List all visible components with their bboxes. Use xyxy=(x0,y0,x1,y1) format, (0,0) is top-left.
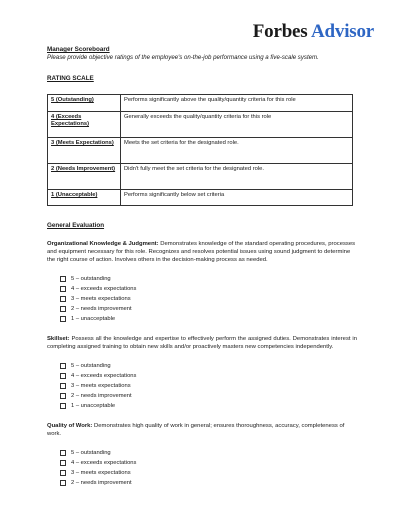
criterion-label: Organizational Knowledge & Judgment: xyxy=(47,241,159,247)
logo-brand: Forbes xyxy=(252,21,308,42)
checkbox[interactable] xyxy=(60,296,66,302)
option-label: 2 – needs improvement xyxy=(71,306,132,312)
option-label: 5 – outstanding xyxy=(71,276,111,282)
rating-scale-table xyxy=(47,94,353,206)
rating-option[interactable] xyxy=(60,468,357,478)
option-label: 3 – meets expectations xyxy=(71,470,131,476)
checkbox[interactable] xyxy=(60,460,66,466)
option-label: 5 – outstanding xyxy=(71,450,111,456)
option-label: 4 – exceeds expectations xyxy=(71,286,137,292)
checkbox[interactable] xyxy=(60,383,66,389)
rating-options xyxy=(60,448,357,488)
option-label: 2 – needs improvement xyxy=(71,480,132,486)
checkbox[interactable] xyxy=(60,393,66,399)
criterion-label: Skillset: xyxy=(47,336,70,342)
checkbox[interactable] xyxy=(60,403,66,409)
rating-option[interactable] xyxy=(60,448,357,458)
option-label: 3 – meets expectations xyxy=(71,296,131,302)
rating-option[interactable] xyxy=(60,381,357,391)
general-evaluation-title: General Evaluation xyxy=(47,222,105,229)
rating-level: 5 (Outstanding) xyxy=(48,95,121,112)
rating-row-3 xyxy=(48,138,353,164)
criterion-text: Demonstrates high quality of work in general; ensures thoroughness, accuracy, completeness of work. xyxy=(47,423,345,437)
rating-description: Performs significantly above the quality/quantity criteria for this role xyxy=(121,95,353,112)
criterion-label: Quality of Work: xyxy=(47,423,93,429)
checkbox[interactable] xyxy=(60,316,66,322)
rating-level: 1 (Unacceptable) xyxy=(48,190,121,206)
criterion-text: Possess all the knowledge and expertise to effectively perform the assigned duties. Demonstrates interest in completing assigned training to obtain new skills and/or proactively masters new competencies independently. xyxy=(47,336,357,350)
rating-option[interactable] xyxy=(60,391,357,401)
rating-level: 3 (Meets Expectations) xyxy=(48,138,121,164)
option-label: 2 – needs improvement xyxy=(71,393,132,399)
rating-options xyxy=(60,361,357,411)
rating-option[interactable] xyxy=(60,371,357,381)
rating-options xyxy=(60,274,357,324)
document-intro: Please provide objective ratings of the employee's on-the-job performance using a five-scale system. xyxy=(47,54,319,61)
rating-option[interactable] xyxy=(60,284,357,294)
rating-row-4 xyxy=(48,112,353,138)
rating-option[interactable] xyxy=(60,478,357,488)
document-title: Manager Scoreboard xyxy=(47,46,110,53)
checkbox[interactable] xyxy=(60,470,66,476)
rating-scale-title: RATING SCALE xyxy=(47,75,94,82)
option-label: 1 – unacceptable xyxy=(71,403,116,409)
criterion-text: Demonstrates knowledge of the standard operating procedures, processes and equipment necessary for this role. Recognizes and resolves potential issues using sound judgment to determine the right course of action. Involves others in the decision-making process as needed. xyxy=(47,241,356,263)
criterion-organizational-knowledge xyxy=(47,240,357,324)
rating-option[interactable] xyxy=(60,304,357,314)
option-label: 5 – outstanding xyxy=(71,363,111,369)
rating-option[interactable] xyxy=(60,401,357,411)
checkbox[interactable] xyxy=(60,373,66,379)
rating-option[interactable] xyxy=(60,361,357,371)
rating-row-5 xyxy=(48,95,353,112)
rating-description: Generally exceeds the quality/quantity criteria for this role xyxy=(121,112,353,138)
checkbox[interactable] xyxy=(60,286,66,292)
checkbox[interactable] xyxy=(60,363,66,369)
criterion-quality-of-work xyxy=(47,422,357,488)
rating-option[interactable] xyxy=(60,314,357,324)
rating-option[interactable] xyxy=(60,294,357,304)
rating-row-1 xyxy=(48,190,353,206)
rating-option[interactable] xyxy=(60,274,357,284)
document-content xyxy=(47,46,357,488)
checkbox[interactable] xyxy=(60,480,66,486)
checkbox[interactable] xyxy=(60,306,66,312)
rating-description: Didn't fully meet the set criteria for the designated role. xyxy=(121,164,353,190)
rating-level: 4 (Exceeds Expectations) xyxy=(48,112,121,138)
logo-advisor: Advisor xyxy=(311,21,374,42)
criterion-description xyxy=(47,335,357,351)
rating-description: Meets the set criteria for the designated role. xyxy=(121,138,353,164)
checkbox[interactable] xyxy=(60,276,66,282)
criterion-skillset xyxy=(47,335,357,411)
rating-row-2 xyxy=(48,164,353,190)
option-label: 4 – exceeds expectations xyxy=(71,373,137,379)
checkbox[interactable] xyxy=(60,450,66,456)
criterion-description xyxy=(47,422,357,438)
rating-option[interactable] xyxy=(60,458,357,468)
rating-level: 2 (Needs Improvement) xyxy=(48,164,121,190)
option-label: 1 – unacceptable xyxy=(71,316,116,322)
option-label: 4 – exceeds expectations xyxy=(71,460,137,466)
rating-description: Performs significantly below set criteria xyxy=(121,190,353,206)
criterion-description xyxy=(47,240,357,264)
option-label: 3 – meets expectations xyxy=(71,383,131,389)
forbes-advisor-logo xyxy=(253,22,374,41)
